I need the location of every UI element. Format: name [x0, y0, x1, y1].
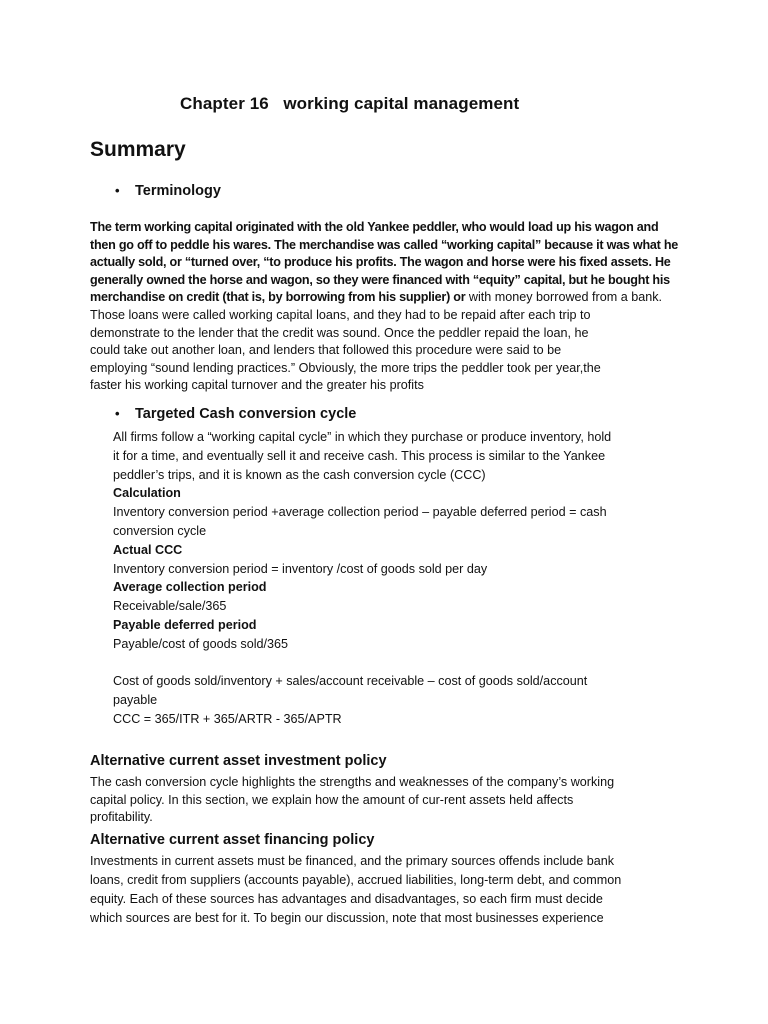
paragraph-line: employing “sound lending practices.” Obviously, the more trips the peddler took per year,the [90, 360, 601, 375]
bullet-icon: • [115, 406, 120, 421]
investment-policy-paragraph [90, 774, 614, 827]
avg-collection-line: Receivable/sale/365 [113, 599, 227, 614]
ccc-intro-line: All firms follow a “working capital cycle” in which they purchase or produce inventory, hold [113, 430, 612, 444]
calculation-line: conversion cycle [113, 523, 207, 538]
financing-policy-paragraph [90, 852, 621, 928]
paragraph-line: faster his working capital turnover and the greater his profits [90, 378, 424, 393]
paragraph-line: which sources are best for it. To begin our discussion, note that most businesses experience [90, 911, 604, 925]
paragraph-line: generally owned the horse and wagon, so they were financed with “equity” capital, but he bought his [90, 272, 670, 287]
paragraph-line: equity. Each of these sources has advantages and disadvantages, so each firm must decide [90, 892, 603, 906]
financing-policy-heading: Alternative current asset financing policy [90, 832, 375, 848]
paragraph-line: Those loans were called working capital loans, and they had to be repaid after each trip to [90, 307, 591, 322]
ccc-heading-text: Targeted Cash conversion cycle [135, 406, 357, 422]
bullet-icon: • [115, 183, 120, 198]
paragraph-line: then go off to peddle his wares. The merchandise was called “working capital” because it was what he [90, 237, 679, 252]
terminology-heading [115, 183, 221, 199]
ccc-heading [115, 406, 357, 422]
ccc-section [113, 428, 611, 729]
ccc-intro-line: it for a time, and eventually sell it and receive cash. This process is similar to the Yankee [113, 448, 606, 463]
avg-collection-heading: Average collection period [113, 580, 267, 595]
investment-policy-heading: Alternative current asset investment policy [90, 753, 387, 769]
paragraph-line: profitability. [90, 810, 153, 825]
formula-line: CCC = 365/ITR + 365/ARTR - 365/APTR [113, 711, 342, 726]
payable-deferred-heading: Payable deferred period [113, 617, 257, 632]
calculation-heading: Calculation [113, 486, 181, 501]
paragraph-line: Investments in current assets must be financed, and the primary sources offends include bank [90, 854, 615, 868]
terminology-heading-text: Terminology [135, 183, 221, 199]
spacer [113, 654, 611, 673]
formula-line: Cost of goods sold/inventory + sales/account receivable – cost of goods sold/account [113, 674, 588, 689]
paragraph-line: demonstrate to the lender that the credit was sound. Once the peddler repaid the loan, he [90, 325, 589, 340]
summary-heading: Summary [90, 138, 186, 161]
actual-ccc-heading: Actual CCC [113, 542, 183, 557]
paragraph-line: The cash conversion cycle highlights the strengths and weaknesses of the company’s working [90, 775, 615, 789]
paragraph-line: loans, credit from suppliers (accounts payable), accrued liabilities, long-term debt, and common [90, 873, 622, 887]
payable-deferred-line: Payable/cost of goods sold/365 [113, 636, 289, 651]
calculation-line: Inventory conversion period +average collection period – payable deferred period = cash [113, 505, 607, 520]
paragraph-line: capital policy. In this section, we explain how the amount of cur-rent assets held affects [90, 792, 574, 807]
terminology-paragraph [90, 219, 680, 395]
paragraph-line: could take out another loan, and lenders that followed this procedure were said to be [90, 343, 562, 358]
ccc-intro-line: peddler’s trips, and it is known as the cash conversion cycle (CCC) [113, 467, 486, 482]
chapter-title: Chapter 16 working capital management [180, 94, 520, 113]
actual-ccc-line: Inventory conversion period = inventory /cost of goods sold per day [113, 561, 488, 576]
formula-line: payable [113, 693, 158, 708]
paragraph-line: The term working capital originated with the old Yankee peddler, who would load up his wagon and [90, 220, 659, 234]
paragraph-line: actually sold, or “turned over, “to produce his profits. The wagon and horse were his fixed assets. He [90, 255, 671, 270]
paragraph-line-bold-part: merchandise on credit (that is, by borrowing from his supplier) or [90, 290, 466, 305]
paragraph-line-regular-part: with money borrowed from a bank. [465, 290, 663, 305]
paragraph-line [90, 289, 680, 307]
